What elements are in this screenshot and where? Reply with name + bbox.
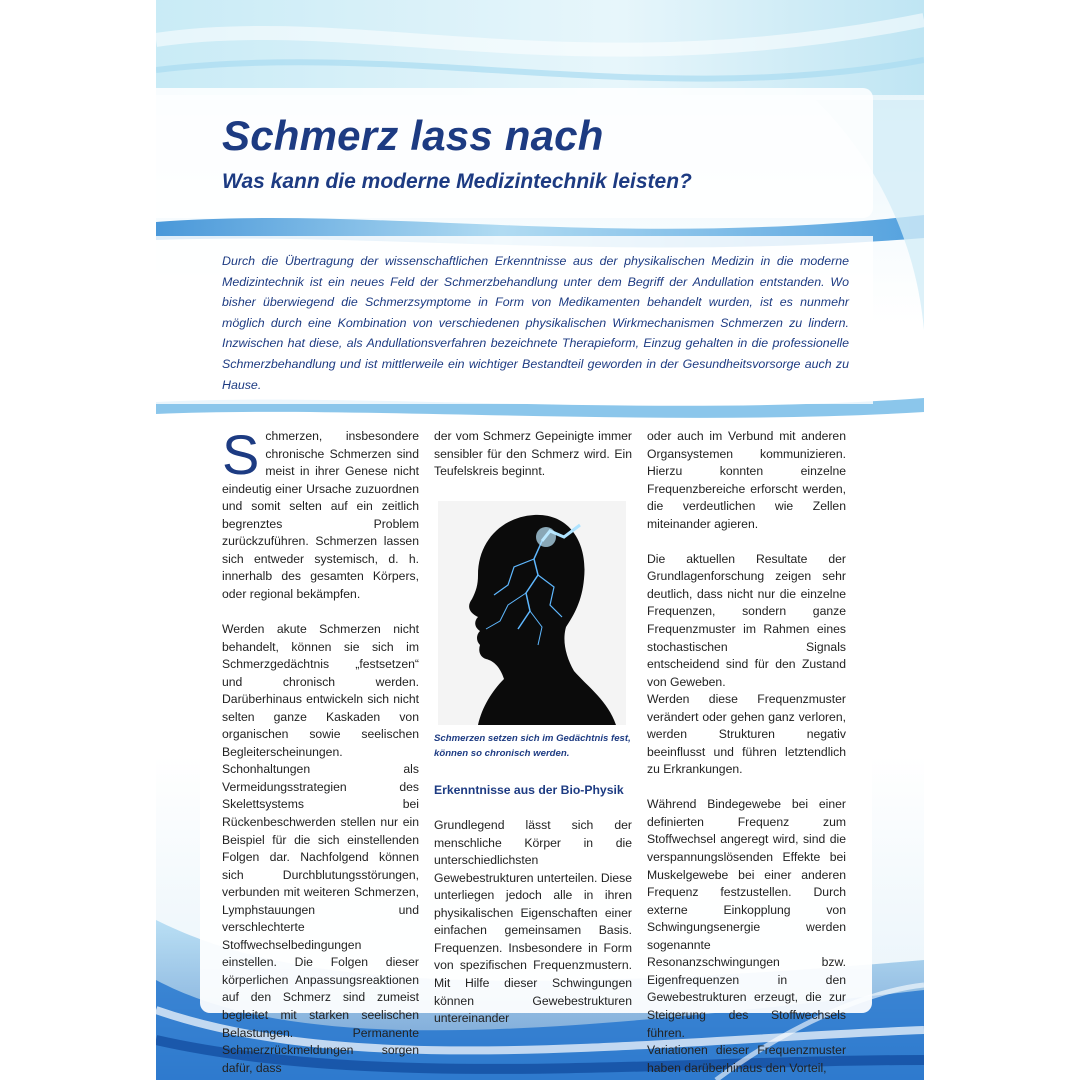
paragraph: der vom Schmerz Gepeinigte immer sensibler für den Schmerz wird. Ein Teufelskreis beginnt. [434,429,632,479]
text-column-3 [647,428,846,1077]
intro-text: Durch die Übertragung der wissenschaftlichen Erkenntnisse aus der physikalischen Medizin in die moderne Medizintechnik ist ein neues Feld der Schmerzbehandlung unter dem Begriff der Andullation entstanden. Wo bisher überwiegend die Schmerzsymptome in Form von Medikamenten behandelt wurden, ist es nunmehr möglich durch eine Kombination von verschiedenen physikalischen Wirkmechanismen Schmerzen zu lindern. Inzwischen hat diese, als Andullationsverfahren bezeichnete Therapieform, Einzug gehalten in die professionelle Schmerzbehandlung und ist mittlerweile ein wichtiger Bestandteil geworden in der Gesundheitsvorsorge auch zu Hause. [222,254,849,392]
head-silhouette-figure [438,501,626,725]
paragraph: Werden akute Schmerzen nicht behandelt, können sie sich im Schmerzgedächtnis „festsetzen“ und chronisch werden. Darüberhinaus entwickeln sich nicht selten ganze Kaskaden von organischen sowie seelischen Begleiterscheinungen. Schonhaltungen als Vermeidungsstrategien des Skelettsystems bei Rückenbeschwerden stellen nur ein Beispiel für die sich einstellenden Folgen dar. Nachfolgend können sich Durchblutungsstörungen, verbunden mit weiteren Schmerzen, Lymphstauungen und verschlechterte Stoffwechselbedingungen einstellen. Die Folgen dieser körperlichen Anpassungsreaktionen auf den Schmerz sind zumeist begleitet mit starken seelischen Belastungen. Permanente Schmerzrückmeldungen sorgen dafür, dass [222,621,419,1075]
paragraph: chmerzen, insbesondere chronische Schmerzen sind meist in ihrer Genese nicht eindeutig einer Ursache zuzuordnen und somit selten auf ein zeitlich begrenztes Problem zurückzuführen. Schmerzen lassen sich entweder systemisch, d. h. innerhalb des gesamten Körpers, oder regional bekämpfen. [222,429,419,601]
section-heading: Erkenntnisse aus der Bio-Physik [434,783,624,797]
figure-caption: Schmerzen setzen sich im Gedächtnis fest, können so chronisch werden. [434,733,631,759]
text-column-2-top [434,428,632,481]
text-column-1 [222,423,419,1077]
drop-cap: S [222,423,260,486]
paragraph: Grundlegend lässt sich der menschliche Körper in die unterschiedlichsten Gewebestrukturen unterteilen. Diese unterliegen jedoch alle in ihren physikalischen Eigenschaften einer einfachen gemeinsamen Basis. Frequenzen. Insbesondere in Form von spezifischen Frequenzmustern. Mit Hilfe dieser Schwingungen können Gewebestrukturen untereinander [434,818,632,1026]
paragraph: Variationen dieser Frequenzmuster haben darüberhinaus den Vorteil, [647,1043,846,1075]
paragraph: Während Bindegewebe bei einer definierten Frequenz zum Stoffwechsel angeregt wird, sind die verspannungslösenden Effekte bei Muskelgewebe bei einer anderen Frequenz festzustellen. Durch externe Einkopplung von Schwingungsenergie werden sogenannte Resonanzschwingungen bzw. Eigenfrequenzen in den Gewebestrukturen erzeugt, die zur Steigerung des Stoffwechsels führen. [647,797,846,1040]
text-column-2-bottom [434,782,632,1028]
head-silhouette-icon [438,501,626,725]
page-title: Schmerz lass nach [222,112,604,159]
paragraph: oder auch im Verbund mit anderen Organsystemen kommunizieren. Hierzu konnten einzelne Frequenzbereiche erforscht werden, die verdeutlichen wie Zellen miteinander agieren. [647,429,846,531]
paragraph: Werden diese Frequenzmuster verändert oder gehen ganz verloren, werden Strukturen negativ beeinflusst und führen letztendlich zu Erkrankungen. [647,692,846,777]
paragraph: Die aktuellen Resultate der Grundlagenforschung zeigen sehr deutlich, dass nicht nur die einzelne Frequenzen, sondern ganze Frequenzmuster im Rahmen eines stochastischen Signals entscheidend sind für den Zustand von Geweben. [647,551,846,689]
page-subtitle: Was kann die moderne Medizintechnik leisten? [222,170,692,193]
